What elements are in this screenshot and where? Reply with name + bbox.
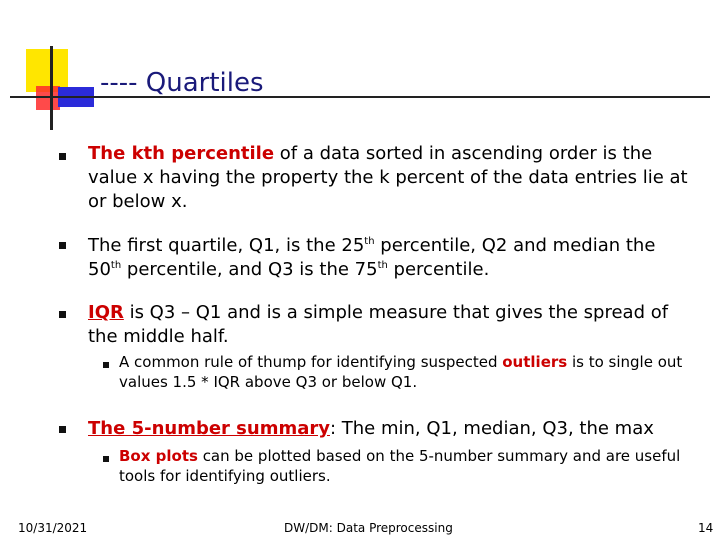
page-number: 14 xyxy=(698,521,714,535)
superscript: th xyxy=(364,236,375,247)
bullet-text: of a data sorted in ascending order is the value x having the property the k percent of the data entries lie at or below x. xyxy=(88,143,688,212)
bullet-text: A common rule of thump for identifying suspected xyxy=(119,353,503,371)
term-5-number-summary: The 5-number summary xyxy=(88,418,330,439)
sub-bullet-outliers xyxy=(119,352,699,392)
bullet-text: is Q3 – Q1 and is a simple measure that gives the spread of the middle half. xyxy=(88,302,669,347)
term-iqr: IQR xyxy=(88,302,124,323)
sub-bullet-box-plots xyxy=(119,446,699,486)
decor-vertical-line xyxy=(50,46,53,130)
bullet-kth-percentile xyxy=(88,142,688,214)
bullet-text: can be plotted based on the 5-number summary and are useful tools for identifying outliers. xyxy=(119,447,681,485)
bullet-iqr xyxy=(88,301,688,349)
bullet-text: The first quartile, Q1, is the 25 xyxy=(88,235,365,256)
decor-red-square xyxy=(36,86,60,110)
footer-date: 10/31/2021 xyxy=(18,521,88,535)
bullet-5-number-summary xyxy=(88,417,688,441)
term-kth-percentile: The kth percentile xyxy=(88,143,275,164)
bullet-text: percentile, Q2 and median the 50 xyxy=(88,235,656,280)
footer-title: DW/DM: Data Preprocessing xyxy=(284,521,453,535)
term-outliers: outliers xyxy=(502,353,568,371)
superscript: th xyxy=(110,260,122,271)
term-box-plots: Box plots xyxy=(119,447,198,465)
bullet-text: percentile, and Q3 is the 75 xyxy=(121,259,378,280)
slide-title: ---- Quartiles xyxy=(100,68,264,98)
bullet-text: percentile. xyxy=(387,259,490,280)
superscript: th xyxy=(377,260,388,271)
bullet-text: is to single out values 1.5 * IQR above Q3 or below Q1. xyxy=(119,353,683,391)
bullet-quartiles xyxy=(88,234,688,282)
bullet-text: : The min, Q1, median, Q3, the max xyxy=(329,418,654,439)
